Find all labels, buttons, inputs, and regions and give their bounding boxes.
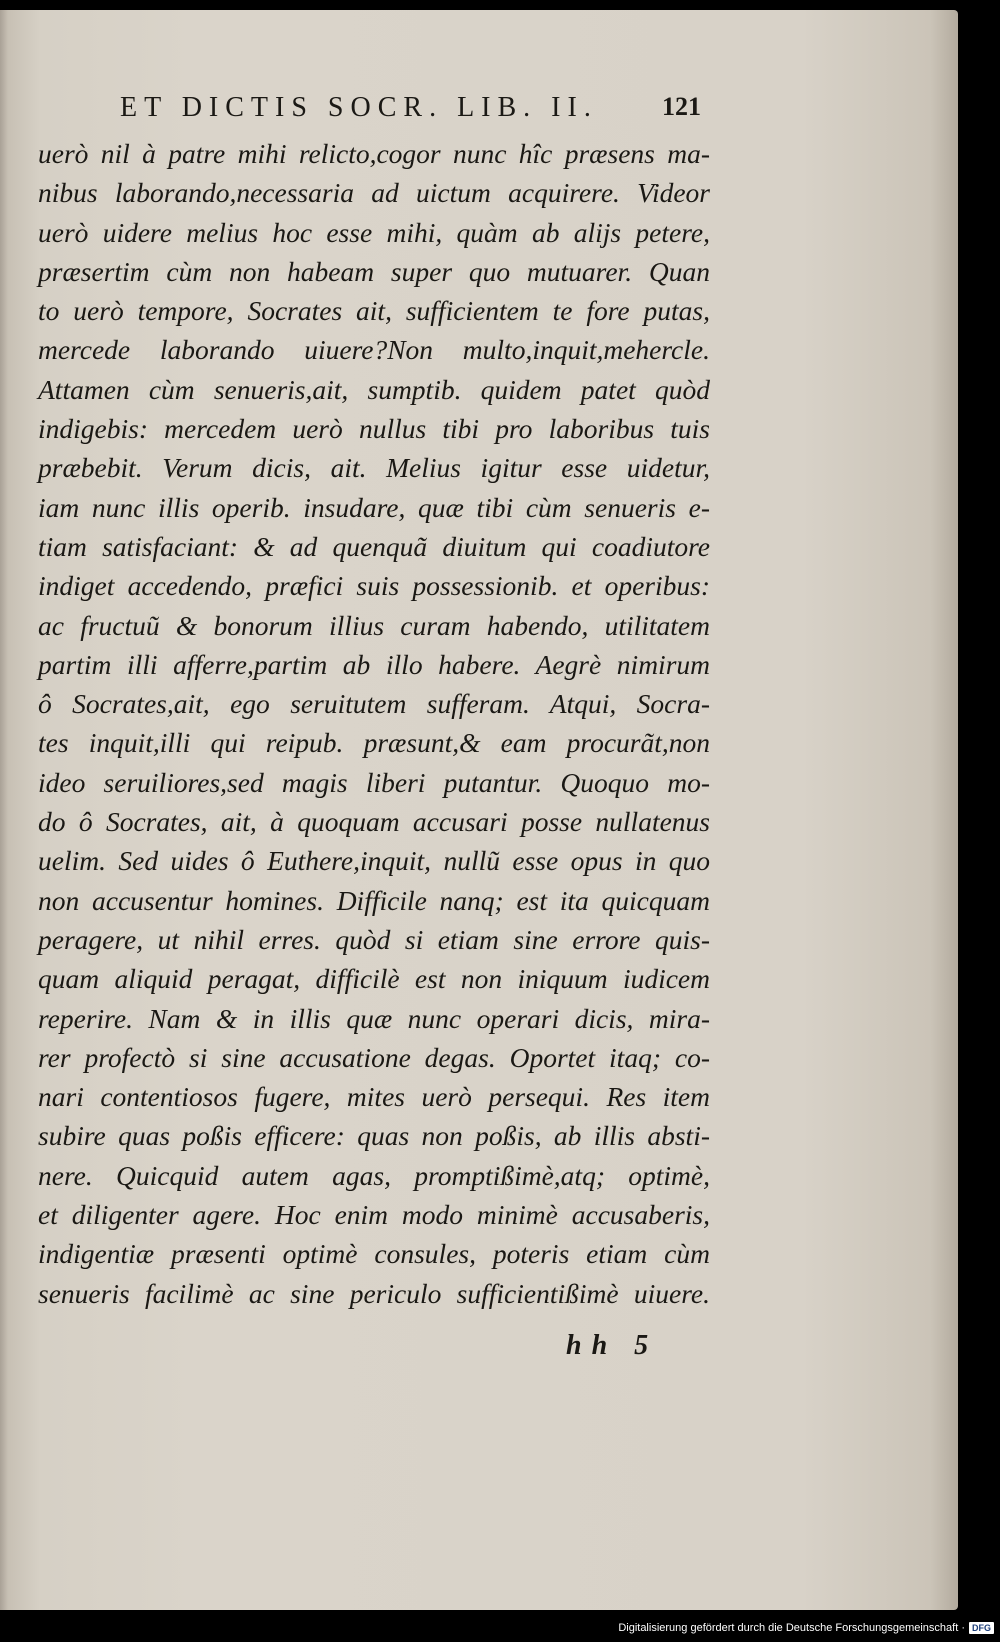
text-line: reperire. Nam & in illis quæ nunc operari dicis, mira- xyxy=(38,1002,710,1034)
text-line: nibus laborando,necessaria ad uictum acquirere. Videor xyxy=(38,177,710,209)
text-block xyxy=(38,134,710,1313)
text-line: senueris facilimè ac sine periculo sufficientißimè uiuere. xyxy=(38,1277,710,1309)
dfg-logo: DFG xyxy=(969,1622,994,1634)
text-line: indiget accedendo, præfici suis possessionib. et operibus: xyxy=(38,570,710,602)
text-line: uerò uidere melius hoc esse mihi, quàm ab alijs petere, xyxy=(38,216,710,248)
text-line: tiam satisfaciant: & ad quenquã diuitum qui coadiutore xyxy=(38,530,710,562)
footer-credit: Digitalisierung gefördert durch die Deutsche Forschungsgemeinschaft · xyxy=(618,1622,965,1634)
text-line: do ô Socrates, ait, à quoquam accusari posse nullatenus xyxy=(38,806,710,838)
text-line: præbebit. Verum dicis, ait. Melius igitur esse uidetur, xyxy=(38,452,710,484)
text-line: Attamen cùm senueris,ait, sumptib. quidem patet quòd xyxy=(38,373,710,405)
text-line: indigentiæ præsenti optimè consules, poteris etiam cùm xyxy=(38,1238,710,1270)
text-line: tes inquit,illi qui reipub. præsunt,& eam procurãt,non xyxy=(38,727,710,759)
signature-mark: hh 5 xyxy=(566,1330,659,1361)
text-line: ac fructuũ & bonorum illius curam habendo, utilitatem xyxy=(38,609,710,641)
page-number: 121 xyxy=(662,92,701,121)
text-line: quam aliquid peragat, difficilè est non iniquum iudicem xyxy=(38,963,710,995)
text-line: indigebis: mercedem uerò nullus tibi pro laboribus tuis xyxy=(38,413,710,445)
text-line: præsertim cùm non habeam super quo mutuarer. Quan xyxy=(38,255,710,287)
text-line: non accusentur homines. Difficile nanq; est ita quicquam xyxy=(38,884,710,916)
text-line: partim illi afferre,partim ab illo habere. Aegrè nimirum xyxy=(38,648,710,680)
text-line: nari contentiosos fugere, mites uerò persequi. Res item xyxy=(38,1081,710,1113)
text-line: rer profectò si sine accusatione degas. Oportet itaq; co- xyxy=(38,1041,710,1073)
text-line: uelim. Sed uides ô Euthere,inquit, nullũ esse opus in quo xyxy=(38,845,710,877)
text-line: to uerò tempore, Socrates ait, sufficientem te fore putas, xyxy=(38,295,710,327)
text-line: nere. Quicquid autem agas, promptißimè,atq; optimè, xyxy=(38,1159,710,1191)
text-line: peragere, ut nihil erres. quòd si etiam sine errore quis- xyxy=(38,923,710,955)
footer xyxy=(618,1622,994,1634)
text-line: iam nunc illis operib. insudare, quæ tibi cùm senueris e- xyxy=(38,491,710,523)
text-line: et diligenter agere. Hoc enim modo minimè accusaberis, xyxy=(38,1199,710,1231)
running-head: ET DICTIS SOCR. LIB. II. xyxy=(120,92,598,123)
text-line: ideo seruiliores,sed magis liberi putantur. Quoquo mo- xyxy=(38,766,710,798)
text-line: uerò nil à patre mihi relicto,cogor nunc hîc præsens ma- xyxy=(38,138,710,169)
text-line: mercede laborando uiuere?Non multo,inquit,mehercle. xyxy=(38,334,710,366)
text-line: subire quas poßis efficere: quas non poßis, ab illis absti- xyxy=(38,1120,710,1152)
text-line: ô Socrates,ait, ego seruitutem sufferam. Atqui, Socra- xyxy=(38,688,710,720)
